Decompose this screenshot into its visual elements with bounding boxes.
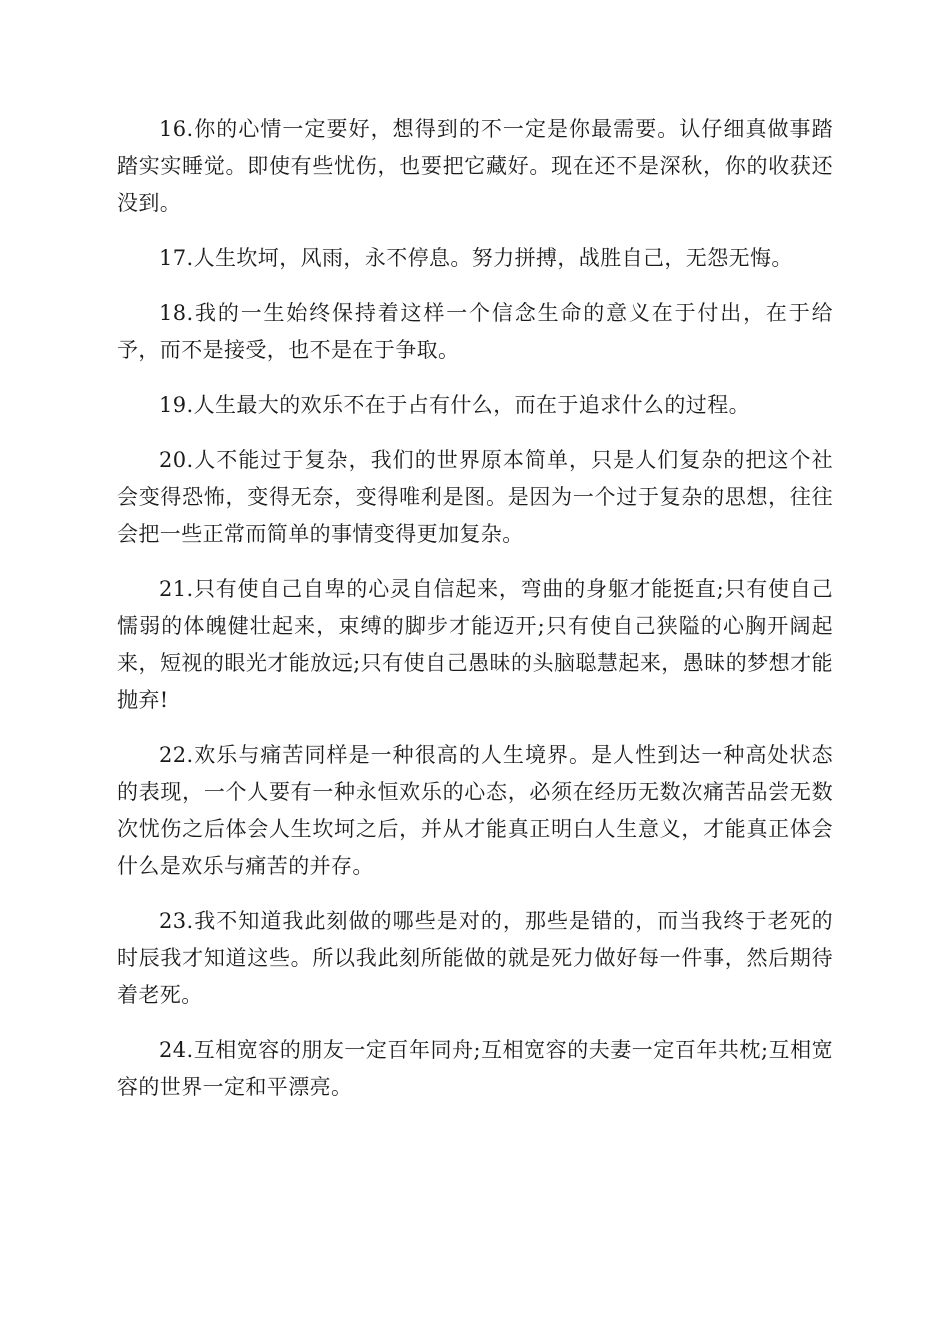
paragraph-24: 24.互相宽容的朋友一定百年同舟;互相宽容的夫妻一定百年共枕;互相宽容的世界一定和平漂亮。 bbox=[117, 1038, 833, 1099]
paragraph-19: 19.人生最大的欢乐不在于占有什么，而在于追求什么的过程。 bbox=[159, 393, 750, 417]
paragraph-23: 23.我不知道我此刻做的哪些是对的，那些是错的，而当我终于老死的时辰我才知道这些。所以我此刻所能做的就是死力做好每一件事，然后期待着老死。 bbox=[117, 909, 833, 1007]
paragraph-17: 17.人生坎坷，风雨，永不停息。努力拼搏，战胜自己，无怨无悔。 bbox=[159, 246, 793, 270]
paragraph-18: 18.我的一生始终保持着这样一个信念生命的意义在于付出，在于给予，而不是接受，也不是在于争取。 bbox=[117, 301, 833, 362]
paragraph-16: 16.你的心情一定要好，想得到的不一定是你最需要。认仔细真做事踏踏实实睡觉。即使有些忧伤，也要把它藏好。现在还不是深秋，你的收获还没到。 bbox=[117, 117, 833, 215]
paragraph-21: 21.只有使自己自卑的心灵自信起来，弯曲的身躯才能挺直;只有使自己懦弱的体魄健壮起来，束缚的脚步才能迈开;只有使自己狭隘的心胸开阔起来，短视的眼光才能放远;只有使自己愚昧的头脑聪慧起来，愚昧的梦想才能抛弃! bbox=[117, 577, 833, 712]
paragraph-22: 22.欢乐与痛苦同样是一种很高的人生境界。是人性到达一种高处状态的表现，一个人要有一种永恒欢乐的心态，必须在经历无数次痛苦品尝无数次忧伤之后体会人生坎坷之后，并从才能真正明白人生意义，才能真正体会什么是欢乐与痛苦的并存。 bbox=[117, 743, 833, 878]
document-body bbox=[117, 111, 833, 1124]
paragraph-20: 20.人不能过于复杂，我们的世界原本简单，只是人们复杂的把这个社会变得恐怖，变得无奈，变得唯利是图。是因为一个过于复杂的思想，往往会把一些正常而简单的事情变得更加复杂。 bbox=[117, 448, 833, 546]
